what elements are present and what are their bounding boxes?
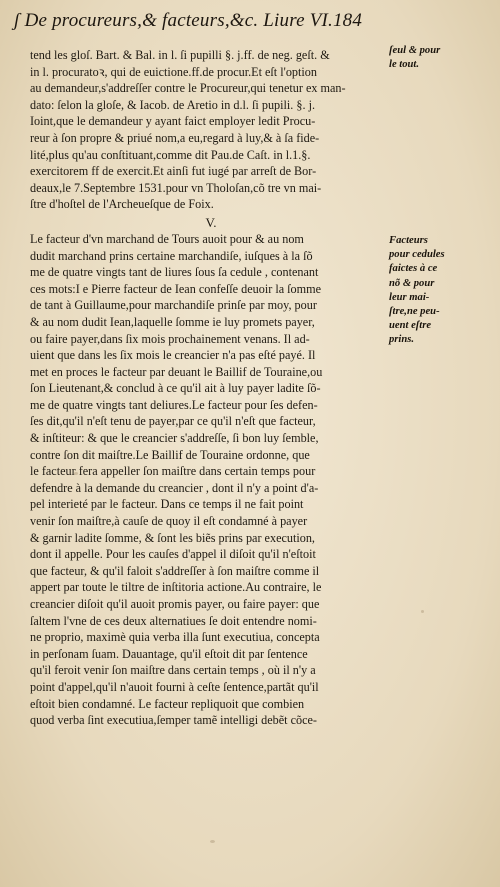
text-line: me de quatre vingts tant deliures.Le facteur pour ſes defen- [30, 397, 318, 412]
paper-stain [74, 472, 78, 475]
text-line: ou faire payer,dans ſix mois prochainement venans. Il ad- [30, 331, 310, 346]
text-line: point d'appel,qu'il n'auoit fourni à ceſte ſentence,partãt qu'il [30, 679, 319, 694]
text-line: pel interieté par le facteur. Dans ce temps il ne fait point [30, 497, 304, 512]
margin-note-line: Facteurs [389, 235, 428, 246]
margin-note [389, 44, 440, 72]
text-line: & au nom dudit Iean,laquelle ſomme ie luy promets payer, [30, 314, 315, 329]
margin-note [389, 234, 445, 348]
text-line: dudit marchand prins certaine marchandiſe, iuſques à la ſõ [30, 248, 313, 263]
text-line: ſes dit,qu'il n'eſt tenu de payer,par ce qu'il n'eſt que facteur, [30, 414, 316, 429]
text-line: de tant à Guillaume,pour marchandiſe prinſe par moy, pour [30, 298, 317, 313]
text-line: Le facteur d'vn marchand de Tours auoit pour & au nom [30, 231, 304, 246]
margin-note-line: leur mai- [389, 291, 430, 303]
text-line: tend les gloſ. Bart. & Bal. in l. ſi pupilli §. j.ff. de neg. geſt. & [30, 48, 330, 62]
margin-note-line: le tout. [389, 59, 420, 71]
text-line: & garnir ladite ſomme, & ſont les biẽs prins par execution, [30, 530, 315, 545]
text-line: venir ſon maiſtre,à cauſe de quoy il eſt condamné à payer [30, 514, 308, 529]
margin-note-line: ſtre,ne peu- [389, 306, 440, 318]
section-number: V. [205, 214, 217, 230]
text-line: uient que dans les ſix mois le creancier n'a pas eſté payé. Il [30, 348, 316, 363]
text-line: qu'il feroit venir ſon maiſtre dans certain temps , où il n'y a [30, 663, 316, 678]
running-header: ʃ De procureurs,& facteurs,&c. Liure VI.184 [14, 10, 363, 31]
text-line: in perſonam ſuam. Dauantage, qu'il eſtoit dit par ſentence [30, 646, 308, 661]
text-line: creancier diſoit qu'il auoit promis payer, ou faire payer: que [30, 597, 320, 611]
text-line: quod verba ſint executiua,ſemper tamẽ intelligi debẽt cõce- [30, 713, 317, 728]
margin-note-line: uent eſtre [389, 320, 432, 332]
text-line: dato: ſelon la gloſe, & Iacob. de Aretio in d.l. ſi pupili. §. j. [30, 97, 316, 112]
text-line: ſaltem l'vne de ces deux alternatiues ſe doit entendre nomi- [30, 613, 317, 628]
margin-note-line: prins. [389, 334, 415, 346]
margin-note-line: nõ & pour [389, 277, 435, 289]
text-line: Ioint,que le demandeur y ayant faict employer ledit Procu- [30, 114, 316, 129]
text-line: ces mots:I e Pierre facteur de Iean confeſſe deuoir la ſomme [30, 281, 322, 296]
text-line: que facteur, & qu'il faloit s'addreſſer à ſon maiſtre comme il [30, 563, 320, 578]
text-line: contre ſon dit maiſtre.Le Baillif de Touraine ordonne, que [30, 447, 310, 462]
text-line: in l. procuratoꝛ, qui de euictione.ff.de procur.Et eſt l'option [30, 64, 317, 79]
text-line: reur à ſon propre & priué nom,a eu,regard à luy,& à ſa fide- [30, 130, 320, 145]
text-line: ne proprio, maximè quia verba illa ſunt executiua, concepta [30, 630, 320, 645]
margin-note-line: ſeul & pour [389, 45, 441, 56]
main-paragraph [30, 231, 392, 729]
text-line: au demandeur,s'addreſſer contre le Procureur,qui tenetur ex man- [30, 81, 346, 96]
text-body [30, 47, 392, 729]
text-line: lité,plus qu'au conſtituant,comme dit Pau.de Caſt. in l.1.§. [30, 147, 311, 162]
text-line: defendre à la demande du creancier , dont il n'y a point d'a- [30, 480, 319, 495]
paper-stain [421, 610, 424, 613]
text-line: dont il appelle. Pour les cauſes d'appel il diſoit qu'il n'eſtoit [30, 547, 316, 562]
text-line: met en proces le facteur par deuant le Baillif de Touraine,ou [30, 364, 323, 379]
text-line: me de quatre vingts tant de liures ſous ſa cedule , contenant [30, 265, 319, 280]
text-line: le facteur fera appeller ſon maiſtre dans certain temps pour [30, 464, 316, 479]
text-line: ſtre d'hoſtel de l'Archeueſque de Foix. [30, 197, 214, 212]
text-line: exercitorem ff de exercit.Et ainſi fut iugé par arreſt de Bor- [30, 164, 317, 179]
text-line: appert par toute le tiltre de inſtitoria actione.Au contraire, le [30, 580, 322, 595]
top-paragraph [30, 47, 392, 213]
text-line: & inſtiteur: & que le creancier s'addreſſe, ſi bon luy ſemble, [30, 431, 319, 446]
text-line: ſon Lieutenant,& conclud à ce qu'il ait à luy payer ladite ſõ- [30, 381, 321, 396]
margin-note-line: pour cedules [389, 249, 445, 261]
text-line: eſtoit bien condamné. Le facteur repliquoit que combien [30, 696, 305, 711]
margin-note-line: faictes à ce [389, 263, 438, 275]
text-line: deaux,le 7.Septembre 1531.pour vn Tholoſan,cõ tre vn mai- [30, 180, 322, 195]
paper-stain [210, 840, 215, 843]
